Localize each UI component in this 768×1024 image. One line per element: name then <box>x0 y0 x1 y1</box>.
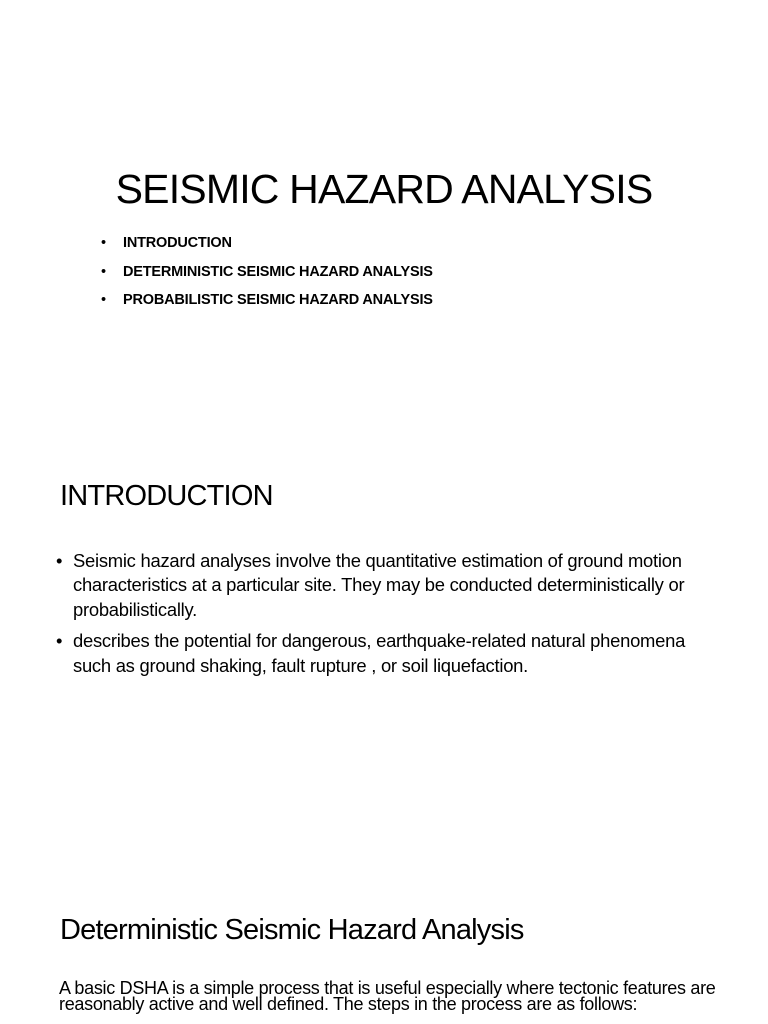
agenda-list <box>101 229 433 315</box>
title-slide <box>0 0 768 430</box>
list-item-text: Seismic hazard analyses involve the quantitative estimation of ground motion characteristics at a particular site. They may be conducted deterministically or probabilistically. <box>73 550 685 620</box>
slide-heading: Deterministic Seismic Hazard Analysis <box>60 914 524 946</box>
bullet-icon: • <box>101 263 106 280</box>
dsha-slide <box>0 830 768 1024</box>
body-paragraph: A basic DSHA is a simple process that is useful especially where tectonic features are reasonably active and well defined. The steps in the process are as follows: <box>59 978 716 1014</box>
slide-heading: INTRODUCTION <box>60 480 273 512</box>
agenda-item-label: DETERMINISTIC SEISMIC HAZARD ANALYSIS <box>123 263 433 280</box>
list-item <box>56 629 716 678</box>
list-item <box>56 549 716 622</box>
agenda-item <box>101 258 433 287</box>
agenda-item <box>101 286 433 315</box>
presentation-title: SEISMIC HAZARD ANALYSIS <box>115 166 653 212</box>
bullet-icon: • <box>101 292 106 308</box>
agenda-item-label: INTRODUCTION <box>123 235 232 251</box>
bullet-icon: • <box>56 630 63 652</box>
bullet-icon: • <box>101 235 106 251</box>
bullet-list <box>56 549 716 685</box>
bullet-icon: • <box>56 550 63 571</box>
agenda-item <box>101 229 433 258</box>
agenda-item-label: PROBABILISTIC SEISMIC HAZARD ANALYSIS <box>123 292 433 308</box>
introduction-slide <box>0 430 768 830</box>
list-item-text: describes the potential for dangerous, earthquake-related natural phenomena such as ground shaking, fault rupture , or soil liquefaction. <box>73 630 686 676</box>
